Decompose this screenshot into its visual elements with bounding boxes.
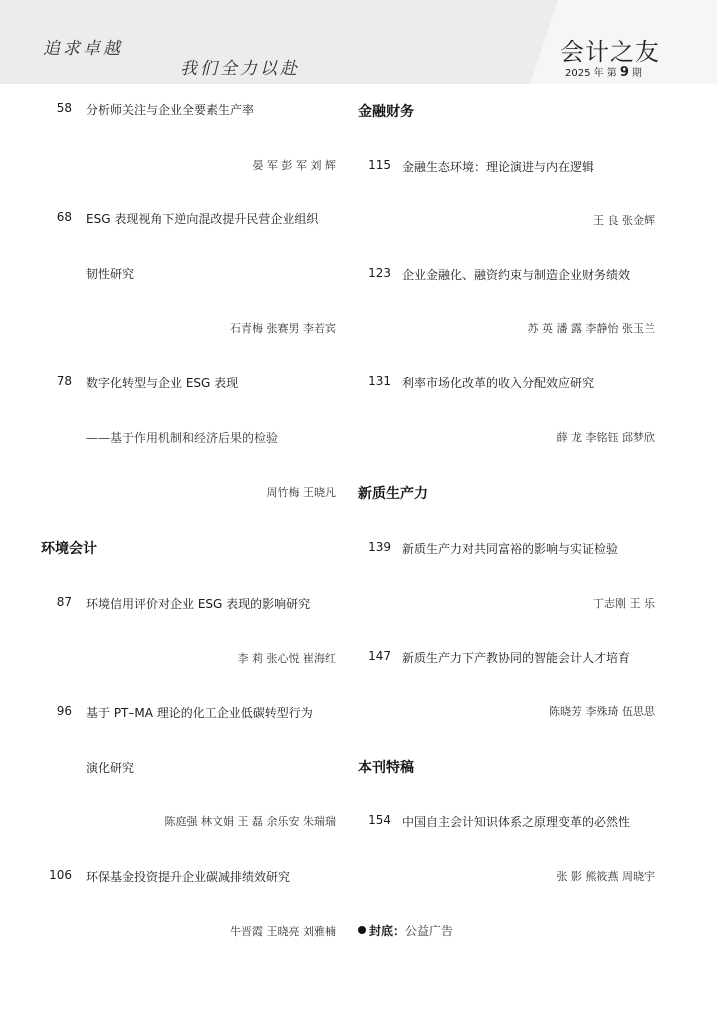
issue-year: 2025 年 第 [565,68,617,79]
article-title[interactable]: 基于 PT–MA 理论的化工企业低碳转型行为 [86,706,313,720]
article-authors: 石青梅 张赛男 李若宾 [230,322,336,335]
article-authors: 周竹梅 王晓凡 [266,486,336,499]
page-number: 106 [49,868,72,882]
page-number: 147 [368,649,391,663]
magazine-title: 会计之友 [560,38,660,66]
page-number: 68 [56,210,72,224]
article-title[interactable]: 环境信用评价对企业 ESG 表现的影响研究 [86,597,311,611]
article-title-continued[interactable]: 演化研究 [86,761,135,775]
article-authors: 薛 龙 李铭钰 邱梦欣 [556,431,655,444]
article-title[interactable]: 新质生产力下产教协同的智能会计人才培育 [402,651,631,665]
page-number: 123 [368,266,391,280]
section-heading-finance: 金融财务 [358,104,414,120]
article-title[interactable]: 金融生态环境：理论演进与内在逻辑 [402,160,595,174]
article-authors: 丁志刚 王 乐 [593,597,655,610]
article-title[interactable]: ESG 表现视角下逆向混改提升民营企业组织 [86,212,319,226]
article-authors: 王 良 张金辉 [593,214,655,227]
article-title[interactable]: 企业金融化、融资约束与制造企业财务绩效 [402,268,631,282]
back-cover-value: 公益广告 [405,924,454,938]
back-cover-label: 封底： [369,924,406,938]
slogan-line-1: 追求卓越 [43,39,123,59]
page-number: 78 [56,374,72,388]
page-number: 139 [368,540,391,554]
page-number: 154 [368,813,391,827]
section-heading-environmental-accounting: 环境会计 [41,541,97,557]
article-title[interactable]: 分析师关注与企业全要素生产率 [86,103,255,117]
page-number: 96 [56,704,72,718]
slogan-line-2: 我们全力以赴 [180,59,300,79]
issue-info [565,64,642,80]
article-authors: 陈庭强 林文娟 王 磊 余乐安 朱瑞瑞 [164,815,336,828]
article-authors: 陈晓芳 李殊琦 伍思思 [549,705,655,718]
article-authors: 李 莉 张心悦 崔海红 [237,652,336,665]
section-heading-special-feature: 本刊特稿 [358,760,414,776]
article-title[interactable]: 新质生产力对共同富裕的影响与实证检验 [402,542,619,556]
page-number: 115 [368,158,391,172]
page-number: 58 [56,101,72,115]
bullet-icon [358,926,366,934]
page-number: 87 [56,595,72,609]
article-title[interactable]: 利率市场化改革的收入分配效应研究 [402,376,595,390]
article-authors: 牛晋霞 王晓亮 刘雅楠 [230,925,336,938]
article-title[interactable]: 环保基金投资提升企业碳减排绩效研究 [86,870,291,884]
article-title[interactable]: 中国自主会计知识体系之原理变革的必然性 [402,815,631,829]
article-title-continued[interactable]: 韧性研究 [86,267,135,281]
issue-suffix: 期 [631,68,642,79]
issue-number: 9 [619,65,629,80]
article-authors: 张 影 熊筱燕 周晓宇 [556,870,655,883]
section-heading-new-productive-forces: 新质生产力 [358,486,428,502]
page-number: 131 [368,374,391,388]
article-title[interactable]: 数字化转型与企业 ESG 表现 [86,376,239,390]
article-authors: 苏 英 潘 露 李静怡 张玉兰 [527,322,655,335]
article-authors: 晏 军 彭 军 刘 辉 [252,159,336,172]
back-cover-note [358,922,453,939]
article-subtitle: ——基于作用机制和经济后果的检验 [86,431,279,445]
